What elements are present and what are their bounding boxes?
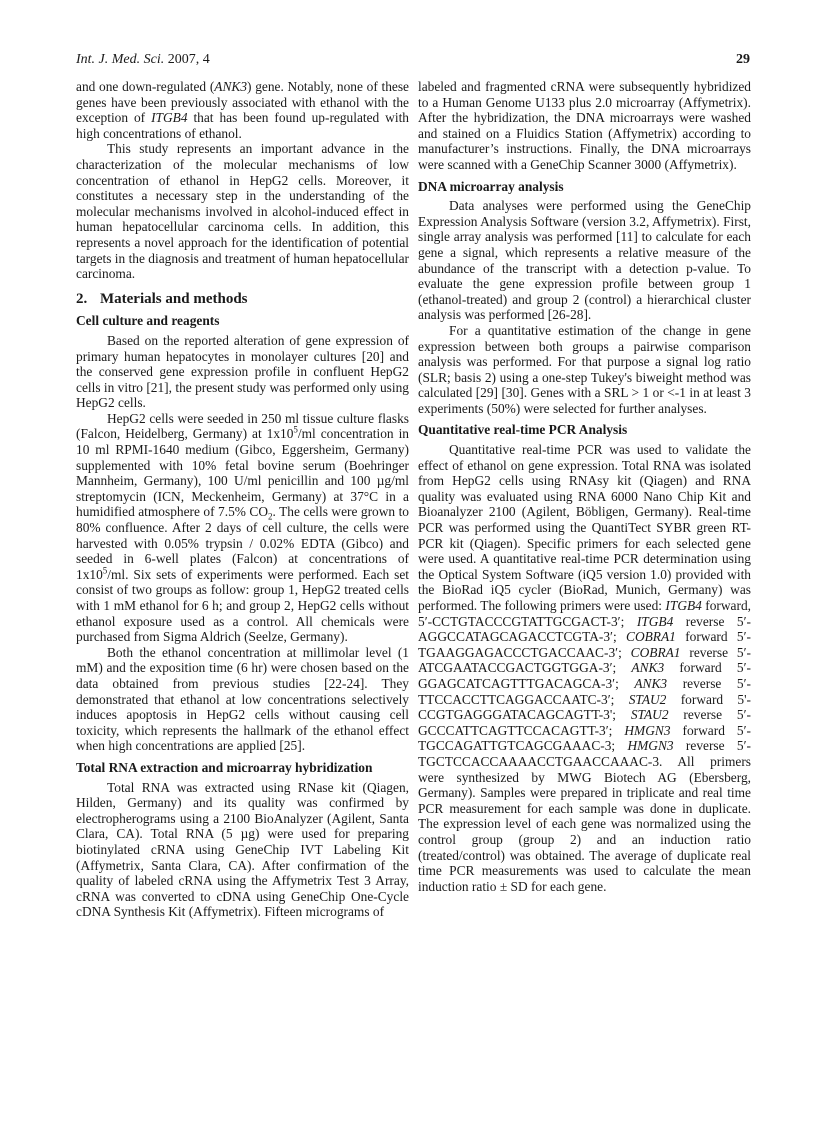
gene-name: STAU2 [630,707,669,723]
superscript: 5 [102,565,108,576]
gene-name: ANK3 [631,660,665,676]
text-run: . The cells were grown to 80% confluence. After 2 days of cell culture, the cells were harvested with 0.05% trypsin / 0.02% EDTA (Gibco) and seeded in 6-well plates (Falcon) at concentrations of 1x10 [76,504,409,582]
superscript: 5 [293,425,298,435]
text-run: Quantitative real-time PCR was used to validate the effect of ethanol on gene expression. Total RNA was isolated from HepG2 cells using RNAsy kit (Qiagen) and RNA quality was evaluated using RNA 6000 Nano Chip Kit and Bioanalyzer 2100 (Agilent, Böbligen, Germany). Real-time PCR was performed using the QuantiTect SYBR green RT-PCR kit (Qiagen). Specific primers for each selected gene were used. A quantitative real-time PCR determination using the Optical System Software (iQ5 version 1.0) provided with the BioRad iQ5 cycler (BioRad, Munich, Germany) was performed. The following primers were used: [418,442,751,613]
text-run: forward 5'-CCGTGAGGGATACAGCAGTT-3'; [418,691,751,723]
text-run: forward 5′-TGAAGGAGACCCTGACCAAC-3′; [418,629,751,660]
page-number: 29 [736,52,750,67]
paragraph [76,780,409,920]
paragraph [418,79,751,173]
gene-name: ANK3 [214,79,248,94]
gene-name: ANK3 [634,675,668,691]
paragraph [76,645,409,754]
gene-name: STAU2 [628,691,667,707]
gene-name: COBRA1 [626,629,676,645]
text-run: reverse 5′-ATCGAATACCGACTGGTGGA-3′; [418,644,751,676]
text-run: /ml. Six sets of experiments were performed. Each set consist of two groups as follow: group 1, HepG2 treated cells with 1 mM ethanol for 6 h; and group 2, HepG2 cells without ethanol exposure used as a control. All chemicals were purchased from Sigma Aldrich (Seelze, Germany). [76,566,409,645]
section-number: 2. [76,290,88,307]
subsection-heading: Cell culture and reagents [76,313,220,329]
subscript: 2 [268,512,273,523]
paragraph [418,323,751,417]
text-run: forward, 5′-CCTGTACCCGTATTGCGACT-3′; [418,598,751,629]
paragraph [76,79,409,141]
text-run: that has been found up-regulated with high concentrations of ethanol. [76,110,409,141]
text-run: /ml concentration in 10 ml RPMI-1640 medium (Gibco, Eggersheim, Germany) supplemented with 10% fetal bovine serum (Boehringer Mannheim, Germany), 100 U/ml penicillin and 100 µg/ml streptomycin (ICN, Meckenheim, Germany) at 37°C in a humidified atmosphere of 7.5% CO [76,426,409,520]
running-header [76,52,210,68]
gene-name: ITGB4 [636,613,674,629]
text-run: and one down-regulated ( [76,79,215,94]
gene-name: HMGN3 [627,738,674,754]
text-run: Based on the reported alteration of gene expression of primary human hepatocytes in monolayer cultures [20] and the conserved gene expression profile in confluent HepG2 cells in vitro [21], the present study was performed only using HepG2 cells. [76,332,409,411]
text-run: forward 5′-TGCCAGATTGTCAGCGAAAC-3; [418,722,751,754]
paragraph [418,198,751,323]
paragraph [76,141,409,281]
left-column [76,79,409,920]
text-run: This study represents an important advance in the characterization of the molecular mechanisms of low concentration of ethanol in HepG2 cells. Moreover, it constitutes a necessary step in the understanding of the molecular mechanisms involved in alcohol-induced effect in human hepatocellular carcinoma cells. In addition, this represents a novel approach for the identification of potential targets in the diagnosis and treatment of human hepatocellular carcinoma. [76,141,409,282]
subsection-heading: Quantitative real-time PCR Analysis [418,422,628,438]
text-run: reverse 5′-AGGCCATAGCAGACCTCGTA-3′; [418,613,751,645]
text-run: forward 5′-GGAGCATCAGTTTGACAGCA-3′; [418,660,751,691]
journal-name: Int. J. Med. Sci. [76,52,165,67]
section-heading [76,292,409,308]
gene-name: ITGB4 [665,598,702,613]
section-title: Materials and methods [100,290,248,307]
journal-volume: 2007, 4 [167,52,210,67]
paragraph [76,411,409,645]
text-run: reverse 5′-TTCCACCTTCAGGACCAATC-3′; [418,675,751,707]
paragraph [76,333,409,411]
text-run: Both the ethanol concentration at millimolar level (1 mM) and the exposition time (6 hr) were chosen based on the data obtained from previous studies [22-24]. They demonstrated that ethanol at low concentrations selectively induces apoptosis in HepG2 cells without causing cell toxicity, which represents the hallmark of the ethanol effect when high concentrations are applied [25]. [76,644,409,754]
gene-name: COBRA1 [630,644,681,660]
text-run: reverse 5′-GCCCATTCAGTTCCACAGTT-3′; [418,707,751,738]
text-run: reverse 5′-TGCTCCACCAAAACCTGAACCAAAC-3. All primers were synthesized by MWG Biotech AG (Ebersberg, Germany). Samples were prepared in triplicate and real time PCR measurement for each sample was done in duplicate. The expression level of each gene was normalized using the control group (group 2) and an induction ratio (treated/control) was obtained. The average of duplicate real time PCR measurements was used to calculate the mean induction ratio ± SD for each gene. [418,738,751,894]
right-column [418,79,751,894]
paragraph [418,442,751,894]
text-run: ) gene. Notably, none of these genes have been previously associated with ethanol with the exception of [76,79,410,126]
subsection-heading: Total RNA extraction and microarray hybridization [76,759,373,775]
text-run: labeled and fragmented cRNA were subsequently hybridized to a Human Genome U133 plus 2.0 microarray (Affymetrix). After the hybridization, the DNA microarrays were washed and stained on a Fluidics Station (Affymetrix) according to manufacturer’s instructions. Finally, the DNA microarrays were scanned with a GeneChip Scanner 3000 (Affymetrix). [418,79,751,172]
gene-name: HMGN3 [624,722,671,738]
text-run: Total RNA was extracted using RNase kit (Qiagen, Hilden, Germany) and its quality was confirmed by electropherograms using a 2100 BioAnalyzer (Agilent, Santa Clara, CA). Total RNA (5 µg) were used for preparing biotinylated cRNA using GeneChip IVT Labeling Kit (Affymetrix, Santa Clara, CA). After confirmation of the quality of labeled cRNA using the Affymetrix Test 3 Array, cRNA was converted to cDNA using GeneChip One-Cycle cDNA Synthesis Kit (Affymetrix). Fifteen micrograms of [76,779,409,920]
subsection-heading: DNA microarray analysis [418,178,564,194]
gene-name: ITGB4 [151,110,188,126]
text-run: Data analyses were performed using the GeneChip Expression Analysis Software (version 3.2, Affymetrix). First, single array analysis was performed [11] to calculate for each gene a signal, which represents a relative measure of the abundance of the transcript with a detection p-value. To evaluate the gene expression profile between group 1 (ethanol-treated) and group 2 (control) a hierarchical cluster analysis was performed [26-28]. [418,198,751,323]
text-run: For a quantitative estimation of the change in gene expression between both groups a pairwise comparison analysis was performed. For that purpose a signal log ratio (SLR; basis 2) using a one-step Tukey's biweight method was calculated [29] [30]. Genes with a SRL > 1 or <-1 in at least 3 experiments (50%) were selected for further analyses. [418,322,751,416]
text-run: HepG2 cells were seeded in 250 ml tissue culture flasks (Falcon, Heidelberg, Germany) at 1x10 [76,410,409,442]
